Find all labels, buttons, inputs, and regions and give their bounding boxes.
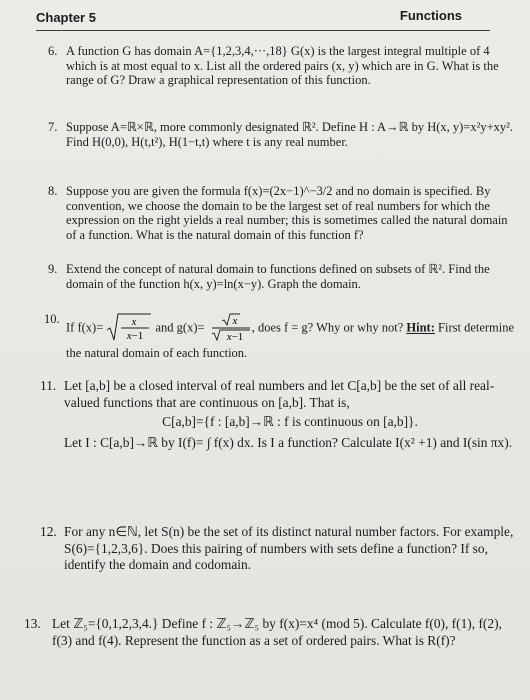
problem-text: Let ℤ₅={0,1,2,3,4.} Define f : ℤ₅→ℤ₅ by f(x)=x⁴ (mod 5). Calculate f(0), f(1), f(2), f(3) and f(4). Represent the function as a set of ordered pairs. What is R(f)?	[52, 616, 502, 648]
problem-7	[48, 120, 516, 149]
page-header	[36, 8, 490, 31]
formula-f	[106, 312, 152, 346]
svg-text:x: x	[232, 315, 238, 327]
chapter-title: Chapter 5	[36, 10, 96, 25]
problem-text: Extend the concept of natural domain to functions defined on subsets of ℝ². Find the domain of the function h(x, y)=ln(x−y). Graph the domain.	[66, 262, 490, 291]
sqrt-fraction-x-over-x-minus-1	[106, 312, 152, 342]
problem-number: 12.	[40, 524, 57, 539]
svg-text:x−1: x−1	[226, 331, 243, 342]
problem-number: 6.	[48, 44, 58, 58]
problem-9	[48, 262, 516, 291]
problem-number: 13.	[24, 616, 41, 631]
problem-number: 7.	[48, 120, 58, 134]
section-title: Functions	[399, 8, 462, 23]
svg-text:x: x	[131, 316, 137, 328]
sqrt-x-over-sqrt-x-minus-1	[208, 312, 252, 342]
problem-text: For any n∈ℕ, let S(n) be the set of its distinct natural number factors. For example, S(6)={1,2,3,6}. Does this pairing of numbers with sets define a function? If so, identify the domain and codomain.	[64, 524, 514, 573]
problem-12	[40, 524, 516, 574]
display-equation: C[a,b]={f : [a,b]→ℝ : f is continuous on [a,b]}.	[162, 414, 418, 430]
hint-label: Hint:	[406, 320, 435, 335]
problem-13	[24, 616, 516, 649]
problem-text: Suppose A=ℝ×ℝ, more commonly designated ℝ². Define H : A→ℝ by H(x, y)=x²y+xy². Find H(0,0), H(t,t²), H(1−t,t) where t is any real number.	[66, 120, 514, 149]
problem-number: 10.	[44, 312, 60, 326]
problem-10: 10. If f(x)= x x−1 and g(x)= x x−1 , does f = g? Why or why not? Hint: First determine the natural domain of each function.	[44, 312, 515, 360]
svg-text:x−1: x−1	[127, 330, 144, 342]
problem-text: Suppose you are given the formula f(x)=(2x−1)^−3/2 and no domain is specified. By convention, we choose the domain to be the largest set of real numbers for which the expression on the right yields a real number; this is sometimes called the natural domain of a function. What is the natural domain of this function f?	[66, 184, 508, 242]
problem-11	[40, 378, 516, 451]
problem-number: 8.	[48, 184, 58, 198]
problem-number: 9.	[48, 262, 58, 276]
problem-6	[48, 44, 516, 88]
problem-8	[48, 184, 516, 242]
problem-text: A function G has domain A={1,2,3,4,···,18} G(x) is the largest integral multiple of 4 which is at most equal to x. List all the ordered pairs (x, y) which are in G. What is the range of G? Draw a graphical representation of this function.	[66, 44, 499, 88]
problem-number: 11.	[40, 378, 57, 393]
formula-g	[208, 312, 252, 346]
problem-text: Let I : C[a,b]→ℝ by I(f)= ∫ f(x) dx. Is I a function? Calculate I(x² +1) and I(sin πx).	[64, 434, 513, 450]
problem-text: Let [a,b] be a closed interval of real numbers and let C[a,b] be the set of all real-valued functions that are continuous on [a,b]. That is,	[64, 378, 495, 410]
